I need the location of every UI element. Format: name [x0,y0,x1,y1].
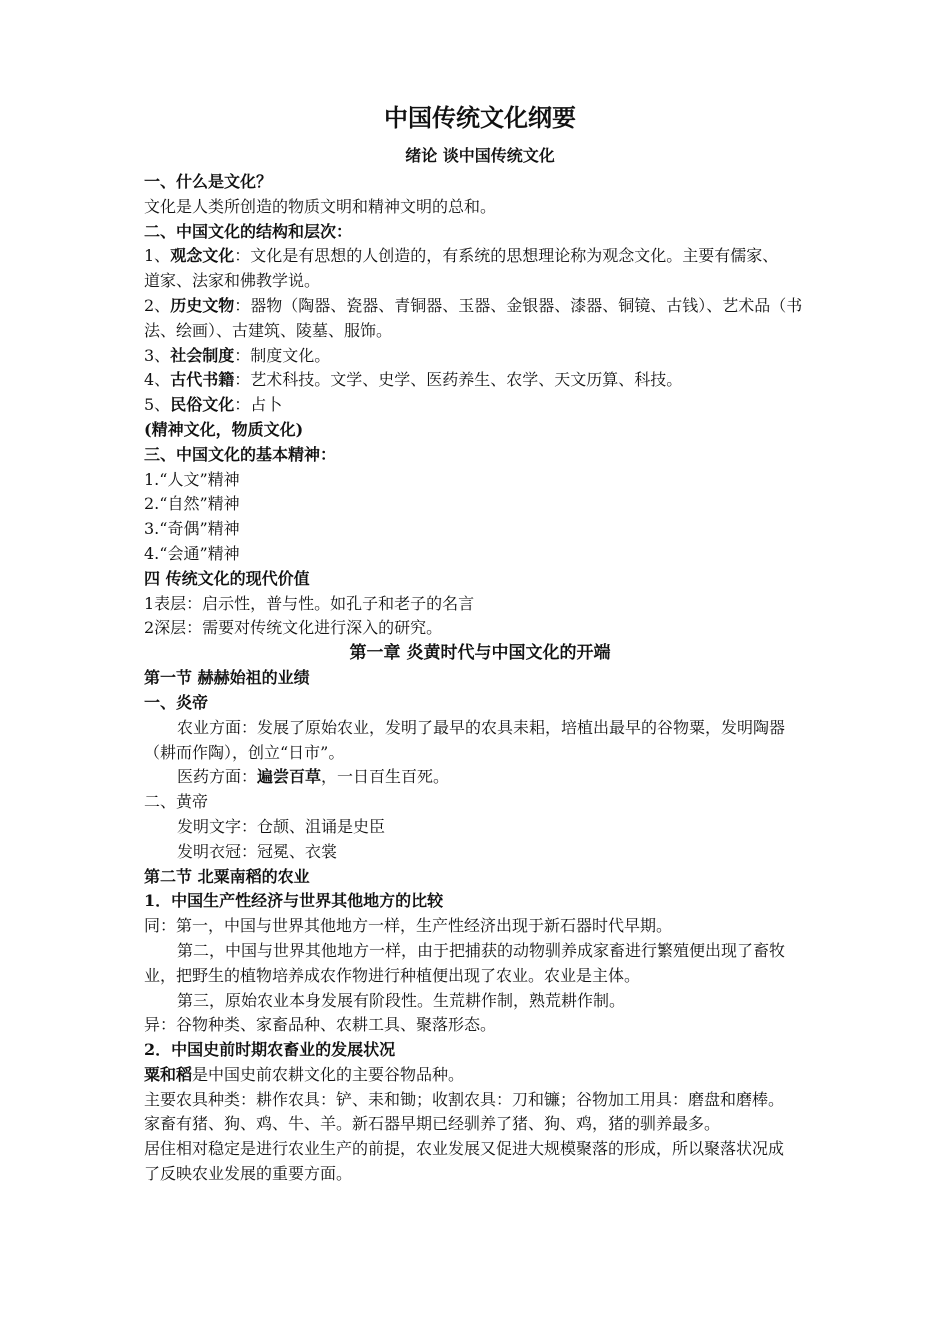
list-item: 2深层：需要对传统文化进行深入的研究。 [144,618,443,638]
list-item: 1、观念文化：文化是有思想的人创造的，有系统的思想理论称为观念文化。主要有儒家、 [144,246,779,266]
paragraph: 文化是人类所创造的物质文明和精神文明的总和。 [144,196,497,216]
list-item: 2.“自然”精神 [144,494,240,514]
list-item: 2、历史文物：器物（陶器、瓷器、青铜器、玉器、金银器、漆器、铜镜、古钱）、艺术品（书 [144,295,803,315]
list-item: 3.“奇偶”精神 [144,519,240,539]
paragraph-continuation: （耕而作陶），创立“日市”。 [144,742,345,762]
paragraph: 第三，原始农业本身发展有阶段性。生荒耕作制，熟荒耕作制。 [177,990,626,1010]
section-heading: 一、炎帝 [144,692,209,712]
subsection-heading: 第二节 北粟南稻的农业 [144,866,310,886]
point-heading: 1．中国生产性经济与世界其他地方的比较 [144,891,444,911]
paragraph-continuation: 家畜有猪、狗、鸡、牛、羊。新石器早期已经驯养了猪、狗、鸡，猪的驯养最多。 [144,1114,721,1134]
point-heading: 2．中国史前时期农畜业的发展状况 [144,1040,396,1060]
section-heading: 二、中国文化的结构和层次： [144,221,353,241]
list-item: 3、社会制度：制度文化。 [144,345,331,365]
paragraph: 主要农具种类：耕作农具：铲、耒和锄；收割农具：刀和镰；谷物加工用具：磨盘和磨棒。 [144,1089,785,1109]
list-item: 1.“人文”精神 [144,469,240,489]
paragraph-continuation: 了反映农业发展的重要方面。 [144,1164,353,1184]
list-item-continuation: 道家、法家和佛教学说。 [144,271,321,291]
paragraph: 粟和稻是中国史前农耕文化的主要谷物品种。 [144,1064,465,1084]
list-item: 4.“会通”精神 [144,543,240,563]
paragraph: 发明衣冠：冠冕、衣裳 [177,841,338,861]
paragraph: 同：第一，中国与世界其他地方一样，生产性经济出现于新石器时代早期。 [144,916,673,936]
chapter-title: 第一章 炎黄时代与中国文化的开端 [349,643,611,664]
paragraph: 发明文字：仓颉、沮诵是史臣 [177,816,386,836]
section-heading: 二、黄帝 [144,792,209,812]
paragraph: 居住相对稳定是进行农业生产的前提，农业发展又促进大规模聚落的形成，所以聚落状况成 [144,1139,785,1159]
document-title: 中国传统文化纲要 [384,103,576,132]
list-item: 4、古代书籍：艺术科技。文学、史学、医药养生、农学、天文历算、科技。 [144,370,683,390]
list-item-continuation: 法、绘画）、古建筑、陵墓、服饰。 [144,320,393,340]
paragraph: 第二，中国与世界其他地方一样，由于把捕获的动物驯养成家畜进行繁殖便出现了畜牧 [177,940,786,960]
section-heading: 一、什么是文化？ [144,172,273,191]
paragraph-continuation: 业，把野生的植物培养成农作物进行种植便出现了农业。农业是主体。 [144,965,641,985]
list-item: 5、民俗文化：占卜 [144,395,283,415]
note: (精神文化，物质文化) [144,419,304,439]
document-page [144,98,816,1187]
section-heading: 四 传统文化的现代价值 [144,568,310,588]
paragraph: 异：谷物种类、家畜品种、农耕工具、聚落形态。 [144,1015,497,1035]
list-item: 1表层：启示性，普与性。如孔子和老子的名言 [144,593,475,613]
paragraph: 农业方面：发展了原始农业，发明了最早的农具耒耜，培植出最早的谷物粟，发明陶器 [177,717,786,737]
subsection-heading: 第一节 赫赫始祖的业绩 [144,668,310,688]
section-heading: 三、中国文化的基本精神： [144,444,337,464]
paragraph: 医药方面：遍尝百草，一日百生百死。 [177,767,450,787]
intro-title: 绪论 谈中国传统文化 [405,146,555,165]
